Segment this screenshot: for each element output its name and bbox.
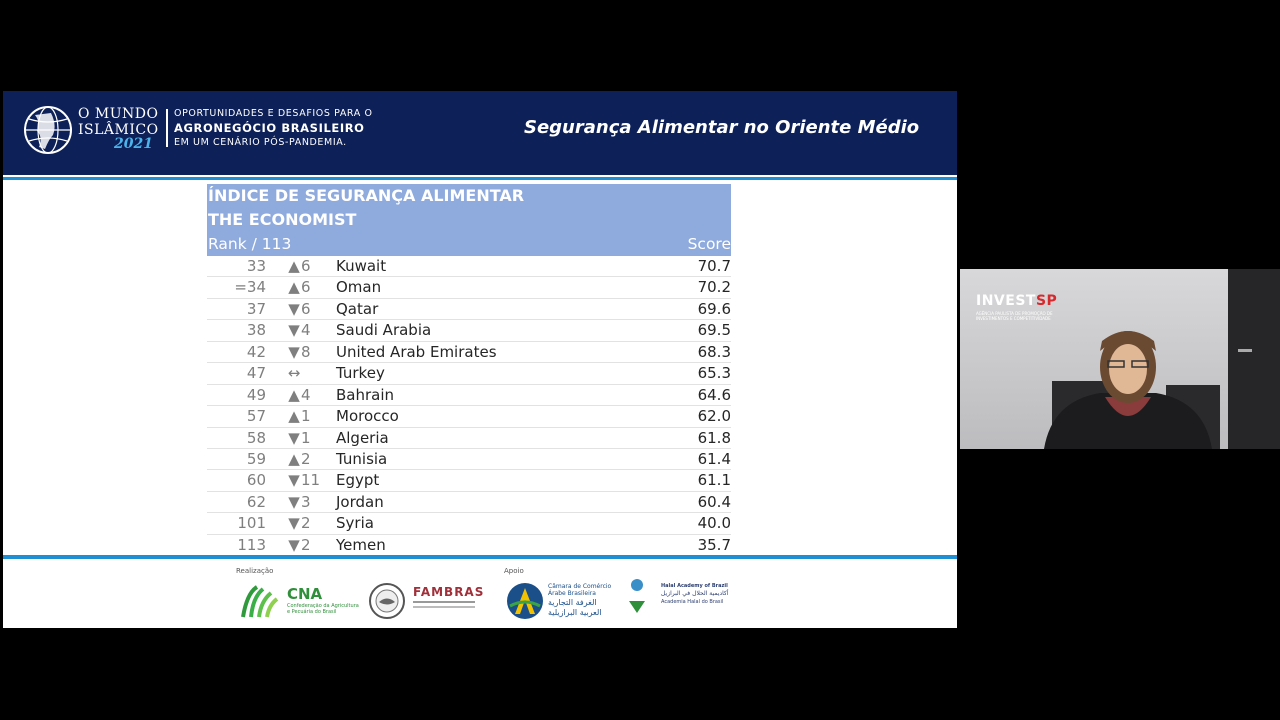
footer-stripe xyxy=(3,555,957,559)
rank-cell: 49 xyxy=(246,385,266,404)
table-row xyxy=(207,535,731,556)
rank-cell: 37 xyxy=(246,299,266,318)
investsp-logo-sp: SP xyxy=(1035,293,1058,309)
score-cell: 70.2 xyxy=(697,278,731,297)
rank-cell: 33 xyxy=(246,257,266,275)
cna-sub-line2: e Pecuária do Brasil xyxy=(287,609,337,615)
table-row xyxy=(207,492,731,513)
rank-change-icon: ▼ xyxy=(288,342,300,361)
score-cell: 62.0 xyxy=(697,407,731,426)
cna-logo xyxy=(239,583,359,619)
investsp-logo-subtitle: AGÊNCIA PAULISTA DE PROMOÇÃO DE INVESTIMENTOS E COMPETITIVIDADE xyxy=(976,311,1053,321)
table-row xyxy=(207,299,731,320)
table-row xyxy=(207,277,731,298)
rank-change-value: 8 xyxy=(301,342,311,361)
rank-change-icon: ▼ xyxy=(288,299,300,318)
camara-a-icon xyxy=(506,582,544,620)
rank-cell: 58 xyxy=(246,428,266,447)
rank-cell: 60 xyxy=(246,471,266,490)
camara-line1: Câmara de Comércio xyxy=(548,583,612,590)
rank-change-icon: ▲ xyxy=(288,449,300,468)
rank-cell: 113 xyxy=(237,535,266,554)
rank-change-icon: ▲ xyxy=(288,257,300,275)
rank-change-value: 1 xyxy=(301,428,311,447)
score-cell: 69.6 xyxy=(697,299,731,318)
rank-change-icon: ▼ xyxy=(288,535,300,554)
fambras-line xyxy=(413,601,475,603)
apoio-label: Apoio xyxy=(504,567,524,575)
rank-change-value: 1 xyxy=(301,407,311,426)
rank-cell: 38 xyxy=(246,321,266,340)
rank-change-icon: ▼ xyxy=(288,321,300,340)
country-cell: Bahrain xyxy=(336,385,395,404)
table-row xyxy=(207,385,731,406)
cna-leaf-icon xyxy=(239,583,279,619)
score-cell: 68.3 xyxy=(697,342,731,361)
rank-change-value: 6 xyxy=(301,257,311,275)
rank-change-icon: ▼ xyxy=(288,492,300,511)
rank-change-cell xyxy=(287,514,311,532)
event-subtitle-line1: OPORTUNIDADES E DESAFIOS PARA O xyxy=(174,108,373,119)
country-cell: Morocco xyxy=(336,407,399,426)
rank-change-value: 11 xyxy=(301,471,321,490)
table-body xyxy=(207,256,731,556)
table-row xyxy=(207,428,731,449)
country-cell: Syria xyxy=(336,514,374,533)
rank-change-icon: ▲ xyxy=(288,278,300,297)
country-cell: Algeria xyxy=(336,428,389,447)
camara-arabic-line2: العربية البرازيلية xyxy=(548,608,602,617)
rank-change-cell xyxy=(287,471,320,489)
country-cell: Yemen xyxy=(336,535,386,554)
country-cell: Turkey xyxy=(336,364,385,383)
rank-cell: 47 xyxy=(246,364,266,383)
rank-change-icon: ↔ xyxy=(287,364,301,383)
slide-banner xyxy=(3,91,957,175)
event-subtitle-line3: EM UM CENÁRIO PÓS-PANDEMIA. xyxy=(174,137,347,148)
score-cell: 64.6 xyxy=(697,385,731,404)
camara-arabic-line1: الغرفة التجارية xyxy=(548,598,597,607)
score-cell: 35.7 xyxy=(697,535,731,554)
brand-line1: O MUNDO xyxy=(78,106,159,122)
speaker-video-feed[interactable] xyxy=(960,269,1280,449)
camara-arabe-logo xyxy=(506,581,612,621)
table-row xyxy=(207,449,731,470)
rank-change-icon: ▼ xyxy=(288,514,300,533)
globe-icon xyxy=(23,105,73,155)
country-cell: United Arab Emirates xyxy=(336,342,497,361)
halal-crescent-icon xyxy=(615,577,659,621)
rank-change-cell xyxy=(287,300,311,318)
realizacao-label: Realização xyxy=(236,567,274,575)
rank-column-header: Rank / 113 xyxy=(208,235,292,253)
investsp-logo-invest: INVEST xyxy=(976,293,1036,309)
table-row xyxy=(207,342,731,363)
table-row xyxy=(207,470,731,491)
halal-line2: Academia Halal do Brasil xyxy=(661,599,724,605)
rank-change-icon: ▲ xyxy=(288,407,300,426)
rank-change-cell xyxy=(287,278,311,296)
rank-change-icon: ▼ xyxy=(288,471,300,490)
rank-cell: 59 xyxy=(246,449,266,468)
score-cell: 40.0 xyxy=(697,514,731,533)
score-cell: 61.8 xyxy=(697,428,731,447)
score-cell: 70.7 xyxy=(697,257,731,275)
camara-line2: Árabe Brasileira xyxy=(548,590,596,597)
country-cell: Egypt xyxy=(336,471,380,490)
fambras-logo xyxy=(368,581,485,621)
rank-change-value: 2 xyxy=(301,449,311,468)
table-title-line1: ÍNDICE DE SEGURANÇA ALIMENTAR xyxy=(208,186,525,205)
score-cell: 61.4 xyxy=(697,449,731,468)
table-row xyxy=(207,513,731,534)
score-cell: 65.3 xyxy=(697,364,731,383)
country-cell: Oman xyxy=(336,278,382,297)
rank-change-cell xyxy=(287,493,311,511)
rank-change-icon: ▼ xyxy=(288,428,300,447)
event-subtitle-line2: AGRONEGÓCIO BRASILEIRO xyxy=(174,121,365,135)
rank-cell: 62 xyxy=(246,492,266,511)
table-row xyxy=(207,256,731,277)
rank-change-cell xyxy=(287,536,311,554)
cna-sub-line1: Confederação da Agricultura xyxy=(287,603,359,609)
table-row xyxy=(207,406,731,427)
rank-change-cell xyxy=(287,450,311,468)
rank-change-cell xyxy=(287,407,311,425)
rank-change-cell xyxy=(287,429,311,447)
score-cell: 69.5 xyxy=(697,321,731,340)
country-cell: Qatar xyxy=(336,299,379,318)
score-cell: 61.1 xyxy=(697,471,731,490)
banner-stripe xyxy=(3,175,957,183)
rank-cell: 57 xyxy=(246,407,266,426)
score-cell: 60.4 xyxy=(697,492,731,511)
brand-divider xyxy=(166,109,168,147)
rank-change-value: 6 xyxy=(301,278,311,297)
table-row xyxy=(207,363,731,384)
country-cell: Tunisia xyxy=(336,449,388,468)
rank-change-cell xyxy=(287,257,311,275)
fambras-seal-icon xyxy=(368,582,406,620)
rank-change-value: 4 xyxy=(301,385,311,404)
fambras-name: FAMBRAS xyxy=(413,585,485,599)
table-row xyxy=(207,320,731,341)
halal-arabic: أكاديمية الحلال في البرازيل xyxy=(661,590,729,597)
brand-line2: ISLÂMICO xyxy=(78,122,159,138)
rank-change-cell xyxy=(287,321,311,339)
country-cell: Saudi Arabia xyxy=(336,321,432,340)
rank-change-value: 2 xyxy=(301,535,311,554)
table-title-line2: THE ECONOMIST xyxy=(208,210,357,229)
presentation-slide xyxy=(3,91,957,628)
halal-line1: Halal Academy of Brazil xyxy=(661,583,728,589)
country-cell: Jordan xyxy=(336,492,384,511)
halal-academy-logo xyxy=(615,577,727,621)
rank-change-value: 3 xyxy=(301,492,311,511)
rank-change-cell xyxy=(287,364,301,382)
slide-title: Segurança Alimentar no Oriente Médio xyxy=(524,117,920,138)
rank-cell: 42 xyxy=(246,342,266,361)
rank-cell: 101 xyxy=(237,514,266,533)
brand-year: 2021 xyxy=(114,136,153,152)
rank-change-cell xyxy=(287,386,311,404)
table-header xyxy=(207,184,731,256)
rank-change-cell xyxy=(287,343,311,361)
rank-change-value: 4 xyxy=(301,321,311,340)
score-column-header: Score xyxy=(687,235,731,253)
rank-change-value: 6 xyxy=(301,299,311,318)
rank-cell: =34 xyxy=(234,278,266,297)
fambras-line-2 xyxy=(413,606,475,608)
rank-change-value: 2 xyxy=(301,514,311,533)
rank-change-icon: ▲ xyxy=(288,385,300,404)
country-cell: Kuwait xyxy=(336,257,387,275)
cna-name: CNA xyxy=(287,585,323,603)
speaker-silhouette xyxy=(960,269,1280,449)
